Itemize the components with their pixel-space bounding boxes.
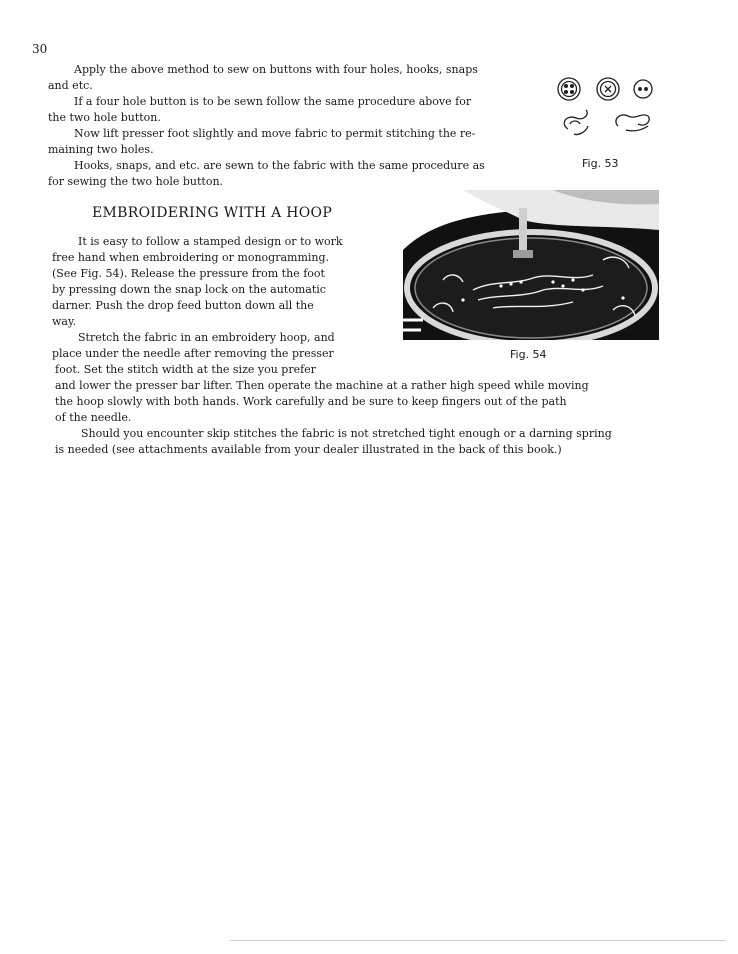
fig53-caption: Fig. 53: [582, 157, 619, 170]
fig53-buttons-hooks-illustration: [556, 74, 666, 148]
text-line: maining two holes.: [48, 143, 154, 156]
embroidering-paragraph: [52, 234, 343, 362]
section-heading: EMBROIDERING WITH A HOOP: [92, 205, 333, 221]
text-line: (See Fig. 54). Release the pressure from the foot: [52, 267, 325, 280]
text-line: of the needle.: [55, 411, 132, 424]
text-line: Apply the above method to sew on buttons with four holes, hooks, snaps: [74, 63, 478, 76]
text-line: darner. Push the drop feed button down all the: [52, 299, 314, 312]
fig54-caption: Fig. 54: [510, 348, 547, 361]
two-hole-button-icon: [634, 80, 652, 98]
page-number: 30: [32, 42, 48, 56]
text-line: Hooks, snaps, and etc. are sewn to the fabric with the same procedure as: [74, 159, 485, 172]
intro-paragraphs: [48, 62, 485, 190]
text-line: If a four hole button is to be sewn follow the same procedure above for: [74, 95, 472, 108]
text-line: the hoop slowly with both hands. Work carefully and be sure to keep fingers out of the path: [55, 395, 567, 408]
text-line: Stretch the fabric in an embroidery hoop, and: [78, 331, 335, 344]
text-line: place under the needle after removing the presser: [52, 347, 334, 360]
hook-eye-icon: [616, 115, 649, 131]
text-line: Should you encounter skip stitches the fabric is not stretched tight enough or a darning spring: [81, 427, 612, 440]
text-line: the two hole button.: [48, 111, 161, 124]
needle-bar: [519, 208, 527, 256]
text-line: and etc.: [48, 79, 93, 92]
embroidering-paragraph-continued: [55, 362, 612, 458]
hook-icon: [564, 110, 588, 135]
text-line: foot. Set the stitch width at the size you prefer: [55, 363, 316, 376]
fig54-embroidery-hoop-photo: [403, 190, 659, 340]
text-line: It is easy to follow a stamped design or to work: [78, 235, 343, 248]
text-line: for sewing the two hole button.: [48, 175, 224, 188]
text-line: by pressing down the snap lock on the automatic: [52, 283, 326, 296]
text-line: free hand when embroidering or monogramming.: [52, 251, 330, 264]
footer-divider: [230, 940, 726, 941]
text-line: and lower the presser bar lifter. Then operate the machine at a rather high speed while moving: [55, 379, 589, 392]
text-line: way.: [52, 315, 77, 328]
text-line: Now lift presser foot slightly and move fabric to permit stitching the re-: [74, 127, 476, 140]
text-line: is needed (see attachments available from your dealer illustrated in the back of this book.): [55, 443, 562, 456]
